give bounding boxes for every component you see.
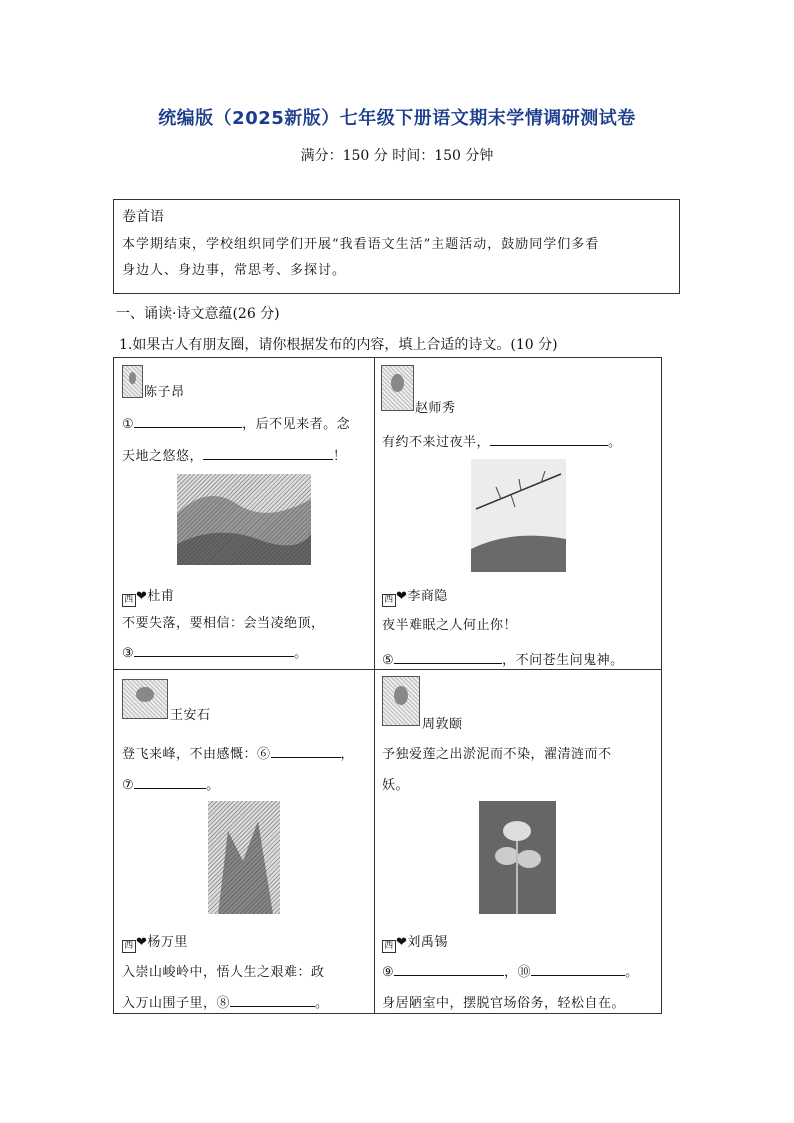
answer-blank-5[interactable] — [394, 650, 502, 664]
exam-info: 满分：150 分 时间：150 分钟 — [300, 148, 494, 164]
cell3-line2: ⑦ 。 — [122, 774, 220, 793]
cell4-line4: 身居陋室中，摆脱官场俗务，轻松自在。 — [382, 996, 626, 1011]
heart-icon: ❤ — [136, 935, 148, 950]
cell4-line2: 妖。 — [382, 778, 410, 793]
poster-name: 赵师秀 — [415, 401, 456, 416]
answer-blank-1[interactable] — [134, 414, 242, 428]
answer-blank-7[interactable] — [134, 775, 206, 789]
night-branch-image — [471, 459, 566, 572]
poster-name: 王安石 — [170, 708, 211, 723]
cell2-line3: ⑤ ，不问苍生问鬼神。 — [382, 649, 624, 668]
avatar-wang-anshi — [122, 679, 168, 719]
preface-text-1: 本学期结束，学校组织同学们开展“我看语文生活”主题活动，鼓励同学们多看 — [122, 237, 600, 252]
question-prompt: 1.如果古人有朋友圈，请你根据发布的内容，填上合适的诗文。(10 分) — [119, 337, 558, 353]
moments-grid — [113, 357, 662, 1014]
section-heading: 一、诵读·诗文意蕴(26 分) — [116, 306, 280, 322]
avatar-zhou-dunyi — [382, 676, 420, 726]
heart-icon: ❤ — [136, 589, 148, 604]
like-box-icon: 西 — [382, 940, 396, 953]
liker-name: 刘禹锡 — [407, 935, 448, 950]
cell4-line3: ⑨ ，⑩ 。 — [382, 961, 639, 980]
grid-divider-vertical — [374, 358, 375, 1013]
cell3-line3: 入崇山峻岭中，悟人生之艰难：政 — [122, 965, 325, 980]
avatar-chen-ziang — [122, 365, 143, 398]
page-title: 统编版（2025新版）七年级下册语文期末学情调研测试卷 — [158, 108, 636, 129]
heart-icon: ❤ — [396, 589, 408, 604]
cell3-line1: 登飞来峰，不由感慨：⑥ ， — [122, 743, 354, 762]
grid-divider-horizontal — [114, 669, 661, 670]
preface-text-2: 身边人、身边事，常思考、多探讨。 — [122, 263, 347, 278]
cell2-line2: 夜半难眠之人何止你！ — [382, 618, 518, 633]
like-box-icon: 西 — [382, 594, 396, 607]
answer-blank-10[interactable] — [531, 962, 625, 976]
like-row — [382, 585, 448, 607]
answer-blank-8[interactable] — [230, 993, 315, 1007]
poster-name: 陈子昂 — [144, 385, 185, 400]
answer-blank-9[interactable] — [394, 962, 504, 976]
cell1-line4: ③ 。 — [122, 642, 308, 661]
cell1-line2: 天地之悠悠， ！ — [122, 445, 347, 464]
liker-name: 李商隐 — [407, 589, 448, 604]
cell1-line3: 不要失落，要相信：会当凌绝顶， — [122, 616, 325, 631]
cell3-line4: 入万山围子里，⑧ 。 — [122, 992, 329, 1011]
flying-peak-image — [208, 801, 280, 914]
cell2-line1: 有约不来过夜半， 。 — [382, 431, 622, 450]
heart-icon: ❤ — [396, 935, 408, 950]
preface-heading: 卷首语 — [122, 209, 164, 225]
like-row — [122, 585, 174, 607]
like-row — [382, 931, 448, 953]
liker-name: 杨万里 — [147, 935, 188, 950]
answer-blank-4[interactable] — [490, 432, 608, 446]
cell4-line1: 予独爱莲之出淤泥而不染，濯清涟而不 — [382, 747, 612, 762]
like-row — [122, 931, 188, 953]
liker-name: 杜甫 — [147, 589, 175, 604]
answer-blank-6[interactable] — [271, 744, 341, 758]
avatar-zhao-shixiu — [381, 365, 414, 411]
preface-box — [113, 199, 680, 294]
poster-name: 周敦颐 — [422, 717, 463, 732]
like-box-icon: 西 — [122, 940, 136, 953]
answer-blank-2[interactable] — [203, 446, 333, 460]
landscape-mountain-image — [177, 474, 311, 565]
like-box-icon: 西 — [122, 594, 136, 607]
lotus-flower-image — [479, 801, 556, 914]
cell1-line1: ① ，后不见来者。念 — [122, 413, 350, 432]
answer-blank-3[interactable] — [134, 643, 294, 657]
